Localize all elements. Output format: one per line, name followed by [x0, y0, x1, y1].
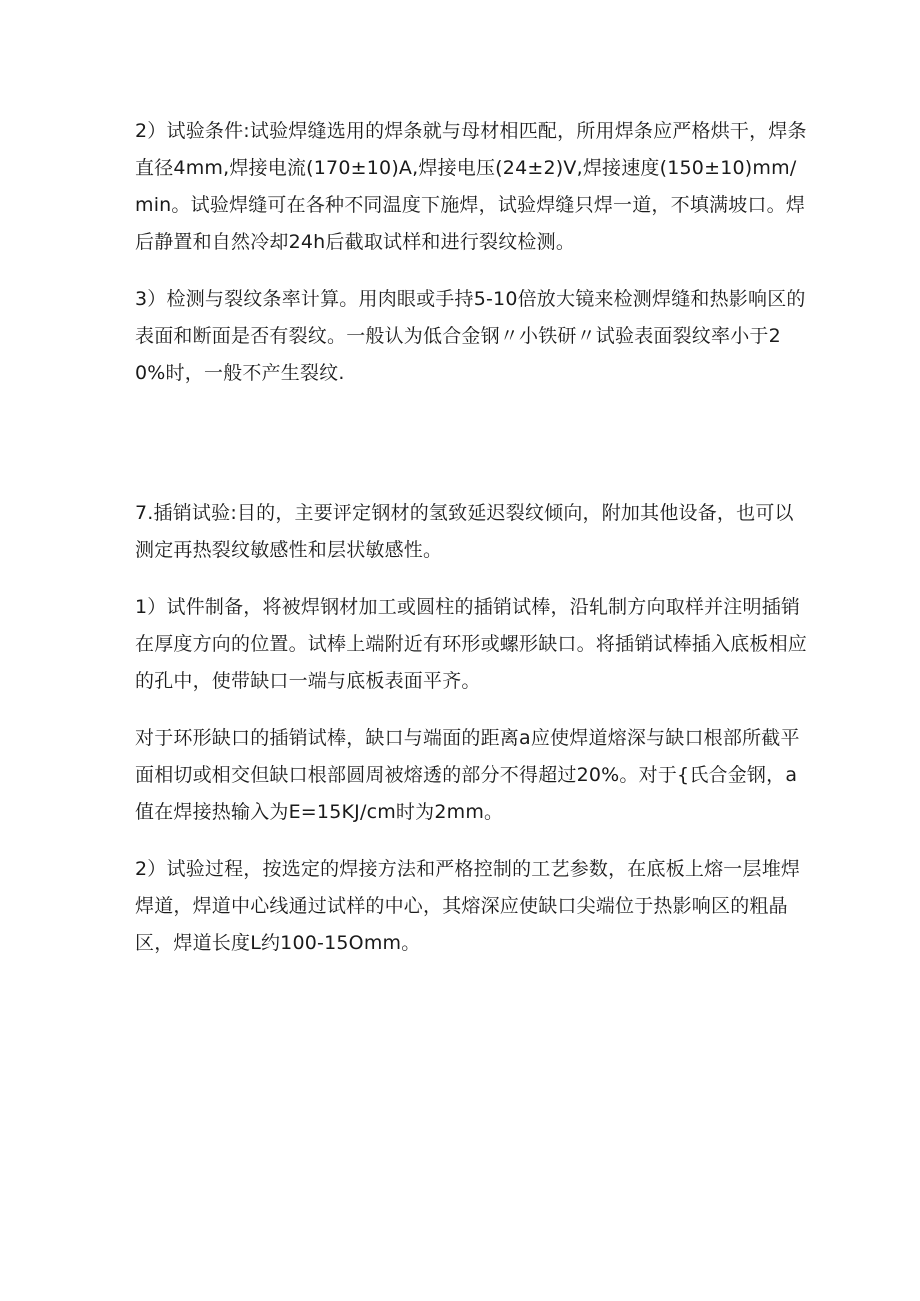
paragraph-specimen-preparation: 1）试件制备，将被焊钢材加工或圆柱的插销试棒，沿轧制方向取样并注明插销在厚度方向的位置。试棒上端附近有环形或螺形缺口。将插销试棒插入底板相应的孔中，使带缺口一端与底板表面平齐。 — [135, 596, 808, 692]
paragraph-implant-test: 7.插销试验:目的，主要评定钢材的氢致延迟裂纹倾向，附加其他设备，也可以测定再热裂纹敏感性和层状敏感性。 — [135, 502, 794, 561]
paragraph-test-conditions: 2）试验条件:试验焊缝选用的焊条就与母材相匹配，所用焊条应严格烘干，焊条直径4mm,焊接电流(170±10)A,焊接电压(24±2)V,焊接速度(150±10)mm/min。试验焊缝可在各种不同温度下施焊，试验焊缝只焊一道，不填满坡口。焊后静置和自然冷却24h后截取试样和进行裂纹检测。 — [135, 120, 807, 253]
paragraph-notch-distance: 对于环形缺口的插销试棒，缺口与端面的距离a应使焊道熔深与缺口根部所截平面相切或相交但缺口根部圆周被熔透的部分不得超过20%。对于{氏合金钢，a值在焊接热输入为E=15KJ/cm时为2mm。 — [135, 727, 800, 823]
paragraph-crack-detection: 3）检测与裂纹条率计算。用肉眼或手持5-10倍放大镜来检测焊缝和热影响区的表面和断面是否有裂纹。一般认为低合金钢〃小铁研〃试验表面裂纹率小于20%时，一般不产生裂纹. — [135, 288, 806, 384]
paragraph-test-process: 2）试验过程，按选定的焊接方法和严格控制的工艺参数，在底板上熔一层堆焊焊道，焊道中心线通过试样的中心，其熔深应使缺口尖端位于热影响区的粗晶区，焊道长度L约100-15Omm。 — [135, 858, 801, 954]
